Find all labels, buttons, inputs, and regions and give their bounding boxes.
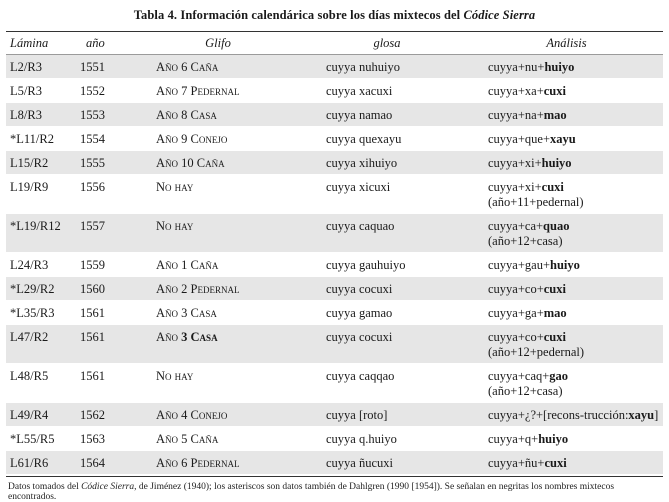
- analisis-mixtec-name: cuxi: [541, 180, 564, 194]
- ano-text: 1552: [80, 84, 105, 98]
- cell-glosa: [304, 403, 470, 427]
- glifo-prefix: No hay: [156, 180, 194, 194]
- cell-ano: [72, 127, 132, 151]
- header-ano: año: [72, 32, 132, 55]
- cell-ano: [72, 403, 132, 427]
- analisis-mixtec-name: huiyo: [541, 156, 572, 170]
- cell-lamina: [6, 214, 72, 253]
- cell-analisis: [470, 55, 663, 79]
- lamina-text: L49/R4: [10, 408, 49, 422]
- cell-lamina: [6, 364, 72, 403]
- cell-glosa: [304, 301, 470, 325]
- analisis-prefix: cuyya+nu+: [488, 60, 545, 74]
- analisis-prefix: cuyya+¿?+[recons-trucción:: [488, 408, 629, 422]
- table-row: [6, 214, 663, 253]
- table-row: [6, 79, 663, 103]
- glifo-sign: 3 Casa: [181, 330, 218, 344]
- cell-glifo: [132, 175, 304, 214]
- ano-text: 1563: [80, 432, 105, 446]
- table-row: [6, 403, 663, 427]
- cell-analisis: [470, 103, 663, 127]
- cell-ano: [72, 451, 132, 475]
- cell-lamina: [6, 127, 72, 151]
- cell-glosa: [304, 55, 470, 79]
- table-row: [6, 427, 663, 451]
- footnote-post: , de Jiménez (1940); los asteriscos son datos también de Dahlgren (1990 [1954]). Se señalan en negritas los nombres mixtecos encontrados.: [8, 482, 615, 502]
- ano-text: 1561: [80, 306, 105, 320]
- table-row: [6, 55, 663, 79]
- lamina-text: L61/R6: [10, 456, 49, 470]
- glifo-sign: Caña: [190, 60, 219, 74]
- lamina-text: *L35/R3: [10, 306, 55, 320]
- cell-ano: [72, 103, 132, 127]
- table-body: [6, 55, 663, 475]
- analisis-prefix: cuyya+q+: [488, 432, 539, 446]
- cell-analisis: [470, 79, 663, 103]
- cell-glosa: [304, 214, 470, 253]
- glifo-sign: Casa: [190, 306, 217, 320]
- analisis-mixtec-name: gao: [549, 369, 569, 383]
- table-row: [6, 301, 663, 325]
- cell-ano: [72, 151, 132, 175]
- cell-lamina: [6, 451, 72, 475]
- header-glifo: Glifo: [132, 32, 304, 55]
- glifo-sign: Pedernal: [190, 282, 240, 296]
- cell-analisis: [470, 364, 663, 403]
- analisis-prefix: cuyya+ñu+: [488, 456, 545, 470]
- analisis-prefix: cuyya+que+: [488, 132, 550, 146]
- glosa-text: cuyya gamao: [326, 306, 393, 320]
- cell-lamina: [6, 55, 72, 79]
- table-row: [6, 253, 663, 277]
- glifo-sign: Casa: [190, 108, 217, 122]
- cell-glifo: [132, 403, 304, 427]
- analisis-gloss: (año+12+casa): [488, 234, 563, 248]
- cell-glosa: [304, 451, 470, 475]
- analisis-prefix: cuyya+caq+: [488, 369, 550, 383]
- analisis-mixtec-name: cuxi: [544, 456, 567, 470]
- analisis-prefix: cuyya+ga+: [488, 306, 544, 320]
- glosa-text: cuyya xicuxi: [326, 180, 391, 194]
- lamina-text: L5/R3: [10, 84, 42, 98]
- analisis-prefix: cuyya+na+: [488, 108, 544, 122]
- glifo-prefix: Año 7: [156, 84, 191, 98]
- cell-analisis: [470, 127, 663, 151]
- cell-glosa: [304, 175, 470, 214]
- cell-glifo: [132, 364, 304, 403]
- ano-text: 1564: [80, 456, 105, 470]
- glifo-prefix: Año 10: [156, 156, 197, 170]
- table-row: [6, 277, 663, 301]
- lamina-text: L2/R3: [10, 60, 42, 74]
- lamina-text: L48/R5: [10, 369, 49, 383]
- analisis-mixtec-name: xayu: [550, 132, 576, 146]
- cell-lamina: [6, 403, 72, 427]
- glifo-prefix: No hay: [156, 219, 194, 233]
- lamina-text: L15/R2: [10, 156, 49, 170]
- cell-glifo: [132, 127, 304, 151]
- cell-glifo: [132, 427, 304, 451]
- analisis-mixtec-name: quao: [543, 219, 570, 233]
- glifo-prefix: Año 3: [156, 306, 191, 320]
- analisis-gloss: (año+11+pedernal): [488, 195, 584, 209]
- cell-glifo: [132, 253, 304, 277]
- cell-analisis: [470, 427, 663, 451]
- table-row: [6, 364, 663, 403]
- ano-text: 1557: [80, 219, 105, 233]
- table-title-text: Tabla 4. Información calendárica sobre los días mixtecos del: [133, 8, 464, 22]
- table-row: [6, 127, 663, 151]
- glifo-prefix: Año 2: [156, 282, 191, 296]
- ano-text: 1561: [80, 369, 105, 383]
- table-row: [6, 325, 663, 364]
- glosa-text: cuyya caquao: [326, 219, 395, 233]
- lamina-text: L24/R3: [10, 258, 49, 272]
- glosa-text: cuyya namao: [326, 108, 393, 122]
- cell-analisis: [470, 325, 663, 364]
- analisis-mixtec-name: cuxi: [543, 84, 566, 98]
- cell-ano: [72, 427, 132, 451]
- table-row: [6, 451, 663, 475]
- footnote-italic: Códice Sierra: [81, 482, 135, 492]
- cell-glifo: [132, 451, 304, 475]
- glifo-sign: Pedernal: [190, 84, 240, 98]
- cell-lamina: [6, 175, 72, 214]
- cell-glifo: [132, 277, 304, 301]
- table-title-italic: Códice Sierra: [463, 8, 536, 22]
- cell-ano: [72, 175, 132, 214]
- cell-analisis: [470, 214, 663, 253]
- header-lamina: Lámina: [6, 32, 72, 55]
- ano-text: 1561: [80, 330, 105, 344]
- cell-glosa: [304, 79, 470, 103]
- analisis-prefix: cuyya+gau+: [488, 258, 550, 272]
- glifo-prefix: Año 6: [156, 60, 191, 74]
- table-row: [6, 103, 663, 127]
- cell-glifo: [132, 79, 304, 103]
- cell-glosa: [304, 364, 470, 403]
- ano-text: 1562: [80, 408, 105, 422]
- glosa-text: cuyya q.huiyo: [326, 432, 397, 446]
- cell-ano: [72, 214, 132, 253]
- bottom-rule: [6, 476, 663, 477]
- glifo-prefix: Año 8: [156, 108, 191, 122]
- cell-ano: [72, 79, 132, 103]
- header-row: [6, 32, 663, 55]
- cell-lamina: [6, 325, 72, 364]
- lamina-text: L47/R2: [10, 330, 49, 344]
- ano-text: 1559: [80, 258, 105, 272]
- glosa-text: cuyya [roto]: [326, 408, 388, 422]
- glifo-sign: Conejo: [190, 408, 228, 422]
- analisis-mixtec-name: huiyo: [550, 258, 580, 272]
- cell-ano: [72, 364, 132, 403]
- table-row: [6, 151, 663, 175]
- cell-glosa: [304, 253, 470, 277]
- analisis-mixtec-name: mao: [543, 108, 567, 122]
- analisis-mixtec-name: huiyo: [538, 432, 569, 446]
- cell-analisis: [470, 451, 663, 475]
- lamina-text: L19/R9: [10, 180, 49, 194]
- lamina-text: *L55/R5: [10, 432, 55, 446]
- cell-glifo: [132, 325, 304, 364]
- ano-text: 1551: [80, 60, 105, 74]
- ano-text: 1554: [80, 132, 105, 146]
- cell-analisis: [470, 277, 663, 301]
- glosa-text: cuyya gauhuiyo: [326, 258, 406, 272]
- cell-lamina: [6, 277, 72, 301]
- analisis-prefix: cuyya+co+: [488, 282, 544, 296]
- glifo-sign: Caña: [190, 258, 219, 272]
- cell-glifo: [132, 151, 304, 175]
- cell-analisis: [470, 175, 663, 214]
- cell-ano: [72, 325, 132, 364]
- cell-ano: [72, 301, 132, 325]
- lamina-text: *L29/R2: [10, 282, 55, 296]
- analisis-prefix: cuyya+xi+: [488, 156, 542, 170]
- cell-glifo: [132, 103, 304, 127]
- glosa-text: cuyya ñucuxi: [326, 456, 393, 470]
- glifo-sign: Caña: [196, 156, 225, 170]
- table-row: [6, 175, 663, 214]
- cell-ano: [72, 55, 132, 79]
- glifo-sign: Conejo: [190, 132, 228, 146]
- analisis-gloss: (año+12+casa): [488, 384, 563, 398]
- cell-glosa: [304, 151, 470, 175]
- analisis-gloss: (año+12+pedernal): [488, 345, 585, 359]
- glifo-prefix: No hay: [156, 369, 194, 383]
- cell-lamina: [6, 427, 72, 451]
- cell-glosa: [304, 277, 470, 301]
- glifo-prefix: Año 9: [156, 132, 191, 146]
- analisis-mixtec-name: cuxi: [543, 330, 566, 344]
- cell-glifo: [132, 301, 304, 325]
- analisis-prefix: cuyya+ca+: [488, 219, 544, 233]
- glosa-text: cuyya caqqao: [326, 369, 395, 383]
- cell-lamina: [6, 253, 72, 277]
- cell-lamina: [6, 79, 72, 103]
- footnote: [8, 482, 663, 502]
- cell-analisis: [470, 151, 663, 175]
- ano-text: 1560: [80, 282, 105, 296]
- cell-glosa: [304, 427, 470, 451]
- calendar-table: [6, 32, 663, 474]
- ano-text: 1553: [80, 108, 105, 122]
- cell-glosa: [304, 127, 470, 151]
- cell-glosa: [304, 325, 470, 364]
- analisis-prefix: cuyya+xa+: [488, 84, 544, 98]
- cell-glifo: [132, 214, 304, 253]
- analisis-mixtec-name: xayu: [628, 408, 655, 422]
- cell-glosa: [304, 103, 470, 127]
- table-title: [0, 8, 669, 23]
- analisis-mixtec-name: mao: [543, 306, 567, 320]
- glifo-prefix: Año: [156, 330, 182, 344]
- analisis-suffix: ]: [654, 408, 659, 422]
- cell-analisis: [470, 301, 663, 325]
- header-analisis: Análisis: [470, 32, 663, 55]
- glosa-text: cuyya cocuxi: [326, 330, 393, 344]
- ano-text: 1555: [80, 156, 105, 170]
- glifo-sign: Pedernal: [190, 456, 240, 470]
- analisis-mixtec-name: cuxi: [543, 282, 566, 296]
- glosa-text: cuyya xacuxi: [326, 84, 393, 98]
- cell-ano: [72, 253, 132, 277]
- ano-text: 1556: [80, 180, 105, 194]
- cell-lamina: [6, 103, 72, 127]
- analisis-mixtec-name: huiyo: [544, 60, 575, 74]
- glifo-prefix: Año 4: [156, 408, 191, 422]
- cell-glifo: [132, 55, 304, 79]
- cell-lamina: [6, 301, 72, 325]
- analisis-prefix: cuyya+co+: [488, 330, 544, 344]
- glifo-prefix: Año 6: [156, 456, 191, 470]
- analisis-prefix: cuyya+xi+: [488, 180, 542, 194]
- cell-analisis: [470, 403, 663, 427]
- glosa-text: cuyya nuhuiyo: [326, 60, 400, 74]
- lamina-text: *L19/R12: [10, 219, 61, 233]
- footnote-pre: Datos tomados del: [8, 482, 82, 492]
- glifo-prefix: Año 5: [156, 432, 191, 446]
- lamina-text: L8/R3: [10, 108, 42, 122]
- glosa-text: cuyya xihuiyo: [326, 156, 398, 170]
- cell-ano: [72, 277, 132, 301]
- cell-lamina: [6, 151, 72, 175]
- cell-analisis: [470, 253, 663, 277]
- lamina-text: *L11/R2: [10, 132, 54, 146]
- glosa-text: cuyya quexayu: [326, 132, 402, 146]
- glosa-text: cuyya cocuxi: [326, 282, 393, 296]
- header-glosa: glosa: [304, 32, 470, 55]
- glifo-prefix: Año 1: [156, 258, 191, 272]
- glifo-sign: Caña: [190, 432, 219, 446]
